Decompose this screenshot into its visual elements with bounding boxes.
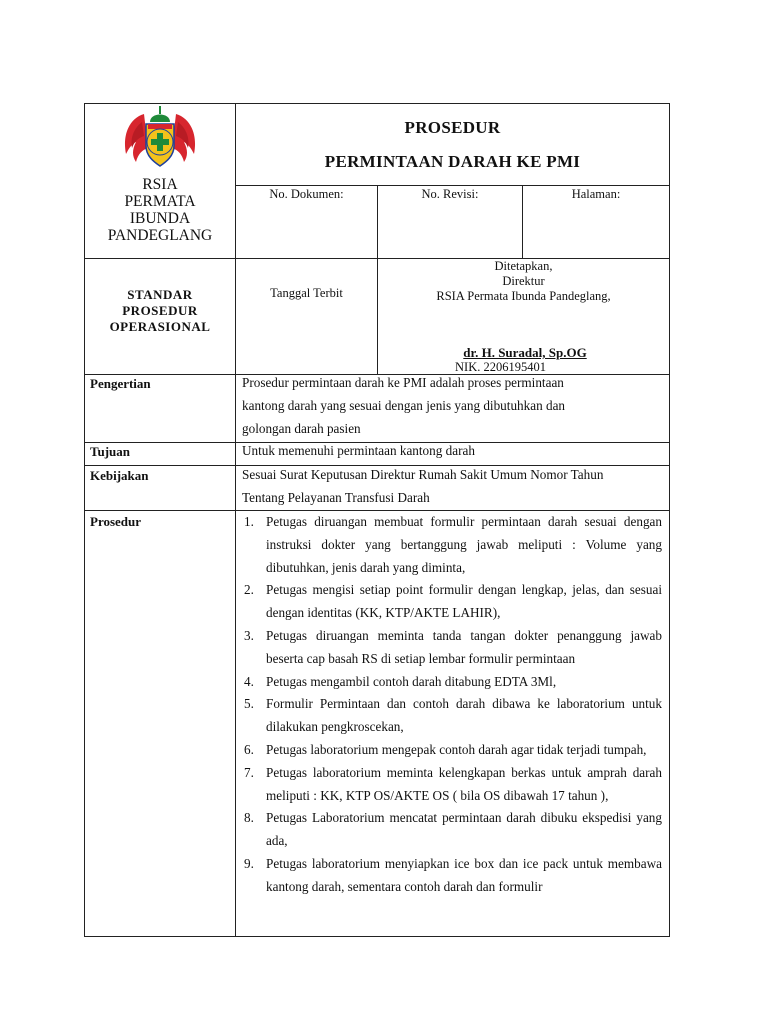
revision-number-label: No. Revisi: <box>421 187 479 201</box>
org-name-line3: IBUNDA <box>129 210 191 227</box>
hospital-logo <box>120 104 200 170</box>
procedure-step-number: 4. <box>244 673 254 689</box>
org-name <box>85 176 235 244</box>
org-name-line2: PERMATA <box>124 193 196 210</box>
procedure-step <box>240 511 662 579</box>
org-name-line1: RSIA <box>142 176 178 193</box>
purpose-label: Tujuan <box>90 444 130 459</box>
procedure-step-number: 6. <box>244 741 254 757</box>
procedure-label: Prosedur <box>90 514 142 529</box>
procedure-list-clip <box>236 511 669 936</box>
procedure-step-text: Petugas laboratorium mengepak contoh darah agar tidak terjadi tumpah, <box>266 741 647 757</box>
table-border-right <box>669 103 670 937</box>
divider-title-bottom <box>235 185 670 186</box>
procedure-step-number: 3. <box>244 627 254 643</box>
procedure-step-text: Petugas diruangan membuat formulir permintaan darah sesuai dengan instruksi dokter yang bertanggung jawab meliputi : Volume yang dibutuhkan, jenis darah yang diminta, <box>266 514 662 575</box>
policy-text <box>242 464 662 510</box>
document-title-line1: PROSEDUR <box>404 118 501 137</box>
purpose-text: Untuk memenuhi permintaan kantong darah <box>242 443 475 458</box>
procedure-step <box>240 762 662 808</box>
procedure-step-number: 8. <box>244 810 254 826</box>
policy-line2: Tentang Pelayanan Transfusi Darah <box>242 489 430 505</box>
procedure-step-text: Petugas laboratorium menyiapkan ice box dan ice pack untuk membawa kantong darah, sementara contoh darah dan formulir <box>266 855 662 894</box>
approval-block <box>378 259 669 304</box>
procedure-step-number: 9. <box>244 855 254 871</box>
issue-date-label: Tanggal Terbit <box>270 286 343 300</box>
definition-line1: Prosedur permintaan darah ke PMI adalah proses permintaan <box>242 375 564 390</box>
document-title-line2: PERMINTAAN DARAH KE PMI <box>324 152 581 171</box>
hospital-logo-icon <box>120 104 200 170</box>
procedure-list <box>240 511 662 899</box>
procedure-step-text: Petugas mengisi setiap point formulir dengan lengkap, jelas, dan sesuai dengan identitas (KK, KTP/AKTE LAHIR), <box>266 582 662 621</box>
procedure-step-number: 1. <box>244 514 254 529</box>
procedure-step <box>240 625 662 671</box>
sop-label <box>85 287 235 335</box>
page-number-label: Halaman: <box>571 187 621 201</box>
procedure-step <box>240 579 662 625</box>
procedure-step <box>240 693 662 739</box>
signer-nik: NIK. 2206195401 <box>455 360 546 374</box>
policy-label: Kebijakan <box>90 468 149 483</box>
procedure-step <box>240 739 662 762</box>
procedure-step-number: 2. <box>244 582 254 598</box>
document-number-label: No. Dokumen: <box>269 187 344 201</box>
procedure-step-text: Petugas laboratorium meminta kelengkapan berkas untuk amprah darah meliputi : KK, KTP OS/AKTE OS ( bila OS dibawah 17 tahun ), <box>266 764 662 803</box>
procedure-step-number: 5. <box>244 696 254 712</box>
procedure-step-text: Petugas diruangan meminta tanda tangan dokter penanggung jawab beserta cap basah RS di setiap lembar formulir permintaan <box>266 627 662 666</box>
procedure-step-text: Formulir Permintaan dan contoh darah dibawa ke laboratorium untuk dilakukan pengkroscekan, <box>266 696 662 735</box>
sop-label-line1: STANDAR <box>127 287 193 302</box>
procedure-step-text: Petugas Laboratorium mencatat permintaan darah dibuku ekspedisi yang ada, <box>266 810 662 849</box>
definition-label: Pengertian <box>90 376 151 391</box>
definition-line3: golongan darah pasien <box>242 420 361 436</box>
signer-name: dr. H. Suradal, Sp.OG <box>463 345 587 360</box>
table-border-bottom <box>84 936 670 937</box>
procedure-step <box>240 671 662 694</box>
org-name-line4: PANDEGLANG <box>107 227 213 244</box>
policy-line1: Sesuai Surat Keputusan Direktur Rumah Sakit Umum Nomor Tahun <box>242 467 604 482</box>
definition-line2: kantong darah yang sesuai dengan jenis yang dibutuhkan dan <box>242 397 566 413</box>
director-label: Direktur <box>502 274 545 288</box>
procedure-step-number: 7. <box>244 764 254 780</box>
approved-label: Ditetapkan, <box>494 259 553 273</box>
procedure-step <box>240 853 662 899</box>
sop-label-line3: OPERASIONAL <box>109 319 211 334</box>
procedure-step-text: Petugas mengambil contoh darah ditabung EDTA 3Ml, <box>266 673 557 689</box>
director-org: RSIA Permata Ibunda Pandeglang, <box>436 289 611 303</box>
sop-label-line2: PROSEDUR <box>122 303 198 318</box>
procedure-step <box>240 807 662 853</box>
definition-text <box>242 372 662 440</box>
